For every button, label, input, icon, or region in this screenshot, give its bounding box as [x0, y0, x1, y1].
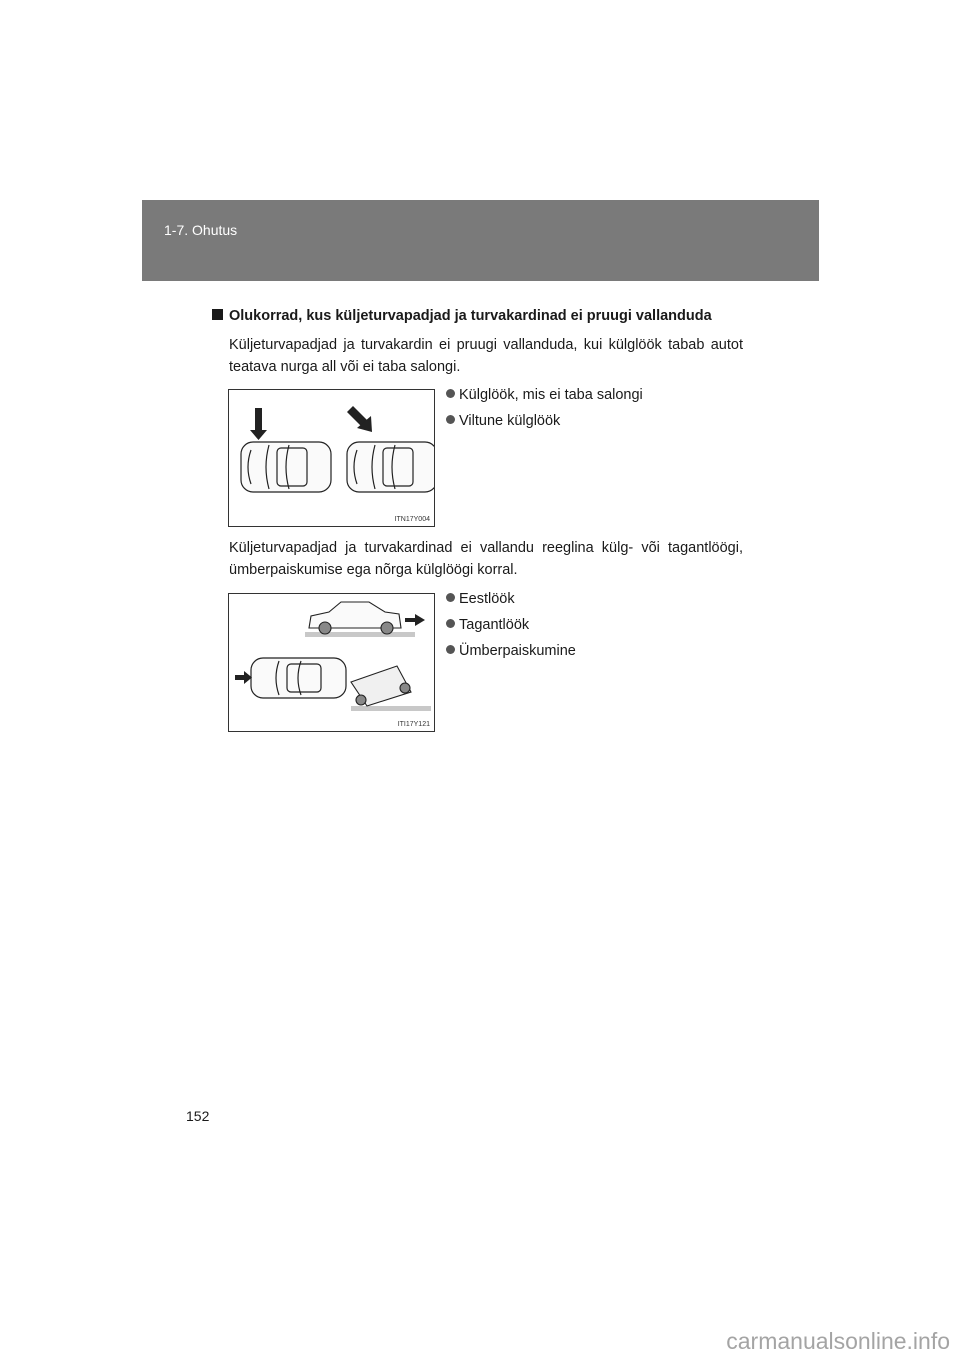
list-item: Viltune külglöök [446, 411, 643, 437]
list-item: Eestlöök [446, 589, 576, 615]
page-number: 152 [186, 1108, 210, 1124]
right-arrow-icon [405, 614, 425, 626]
figure-side-impact [228, 389, 435, 527]
left-arrow-icon [235, 671, 252, 684]
diagonal-arrow-icon [347, 406, 372, 432]
list-item: Tagantlöök [446, 615, 576, 641]
section-label: 1-7. Ohutus [164, 222, 238, 238]
car-side-view-icon [309, 602, 401, 634]
non-deploy-illustration [229, 594, 434, 731]
square-bullet-icon [212, 309, 223, 320]
bullet-dot-icon [446, 593, 455, 602]
car-top-view-3-icon [251, 658, 346, 698]
figure-non-deploy [228, 593, 435, 732]
paragraph-1: Küljeturvapadjad ja turvakardin ei pruugi vallanduda, kui külglöök tabab autot teatava nurga all või ei taba salongi. [229, 337, 743, 375]
bullet-dot-icon [446, 415, 455, 424]
heading-text: Olukorrad, kus küljeturvapadjad ja turvakardinad ei pruugi vallanduda [229, 308, 712, 324]
bullet-dot-icon [446, 645, 455, 654]
figure-code: ITN17Y004 [394, 516, 430, 523]
overturned-car-icon [351, 666, 411, 706]
down-arrow-icon [250, 408, 267, 440]
bullet-list-2 [446, 589, 576, 667]
bullet-dot-icon [446, 619, 455, 628]
paragraph-2: Küljeturvapadjad ja turvakardinad ei vallandu reeglina külg- või tagantlöögi, ümberpaiskumise ega nõrga külglöögi korral. [229, 540, 743, 578]
section-heading [212, 308, 772, 324]
bullet-list-1 [446, 385, 643, 437]
side-impact-illustration [229, 390, 434, 526]
list-item: Ümberpaiskumine [446, 641, 576, 667]
list-item: Külglöök, mis ei taba salongi [446, 385, 643, 411]
figure-code: ITI17Y121 [397, 721, 430, 728]
bullet-dot-icon [446, 389, 455, 398]
header-band [142, 200, 819, 281]
car-top-view-2-icon [347, 442, 434, 492]
car-top-view-1-icon [241, 442, 331, 492]
watermark: carmanualsonline.info [726, 1328, 950, 1354]
